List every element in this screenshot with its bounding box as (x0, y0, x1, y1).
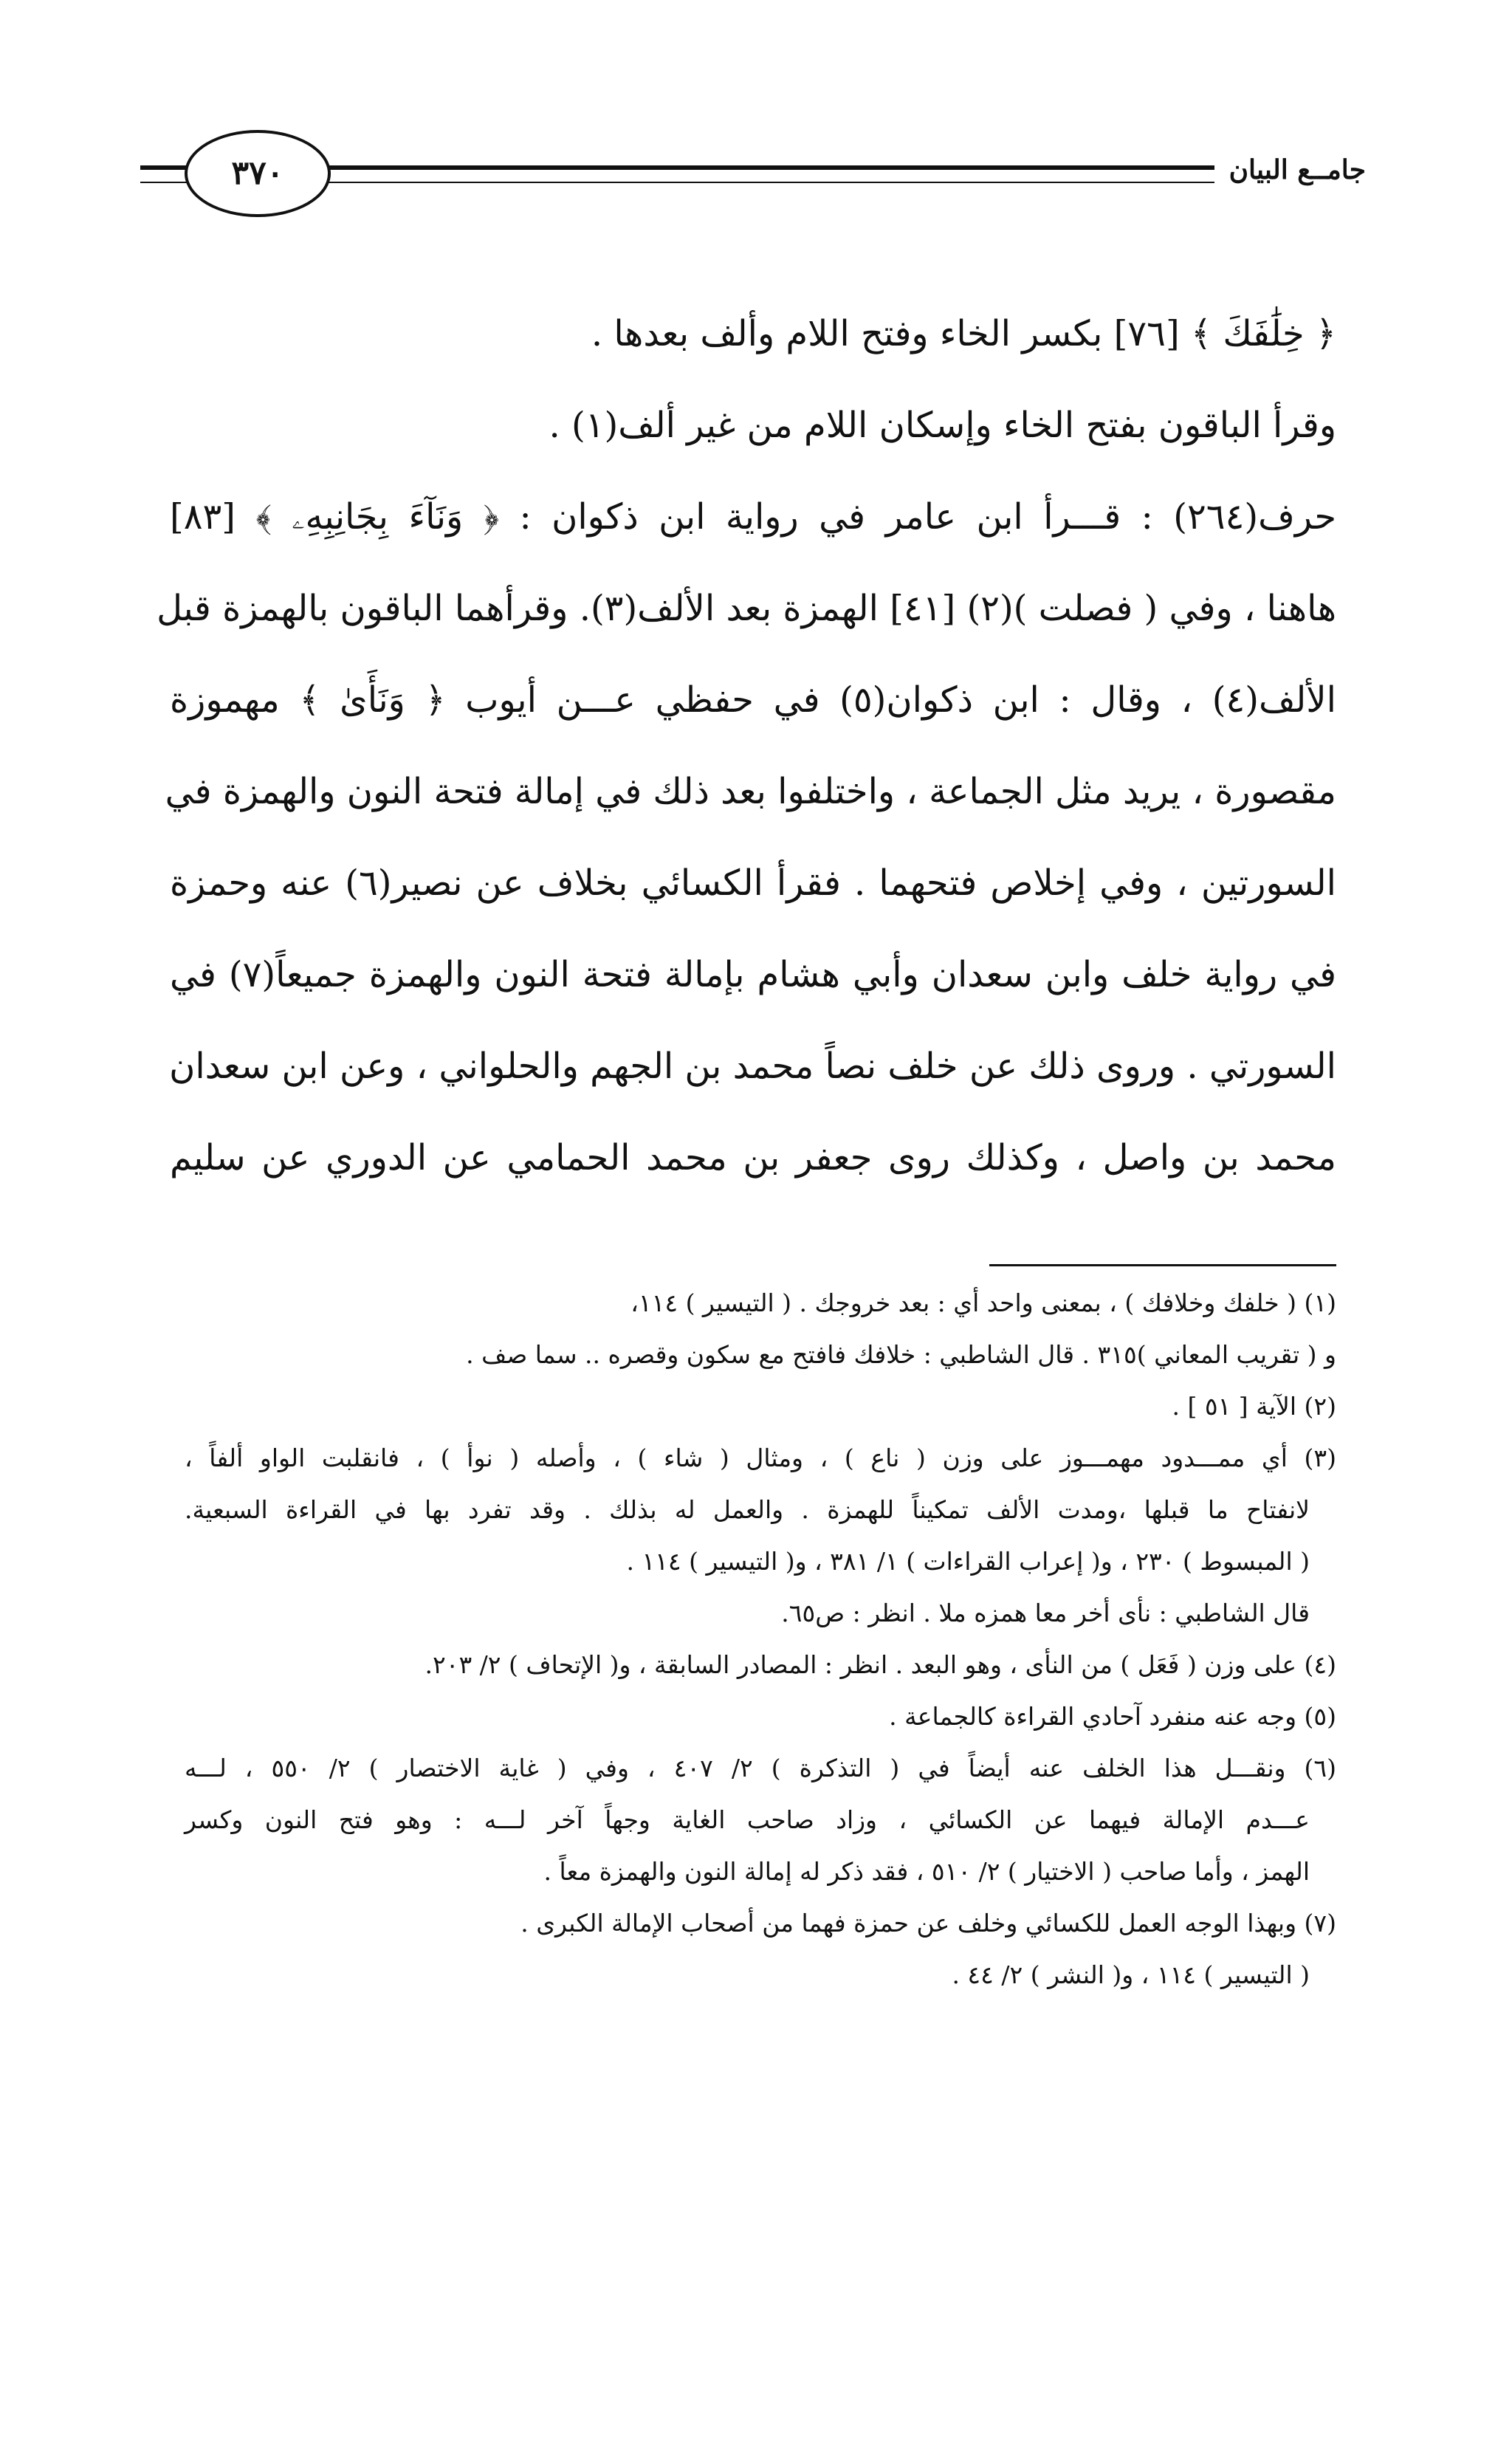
text-line: وقرأ الباقون بفتح الخاء وإسكان اللام من غير ألف(١) . (549, 405, 1336, 446)
page-header (140, 118, 1366, 222)
footnote-line: (١) ( خلفك وخلافك ) ، بمعنى واحد أي : بعد خروجك . ( التيسير ) ١١٤، (630, 1288, 1336, 1317)
page-number: ٣٧٠ (185, 130, 331, 217)
footnote-line: لانفتاح ما قبلها ،ومدت الألف تمكيناً للهمزة . والعمل له بذلك . وقد تفرد بها في القراءة السبعية. (185, 1495, 1310, 1524)
footnote-line: ( التيسير ) ١١٤ ، و( النشر ) ٢/ ٤٤ . (952, 1960, 1310, 1989)
footnote-line: و ( تقريب المعاني )٣١٥ . قال الشاطبي : خلافك فافتح مع سكون وقصره .. سما صف . (466, 1340, 1336, 1369)
footnotes (185, 1277, 1336, 2001)
text-line: السورتين ، وفي إخلاص فتحهما . فقرأ الكسائي بخلاف عن نصير(٦) عنه وحمزة (170, 862, 1336, 904)
footnote-quote: قال الشاطبي : نأى أخر معا همزه ملا . (923, 1599, 1310, 1627)
footnote-line-group (185, 1588, 1336, 1639)
footnote-line: (٤) على وزن ( فَعَل ) من النأى ، وهو البعد . انظر : المصادر السابقة ، و( الإتحاف ) ٢/ ٢٠٣. (425, 1650, 1336, 1679)
text-line: الألف(٤) ، وقال : ابن ذكوان(٥) في حفظي عـــن أيوب ﴿ وَنَأَىٰ ﴾ مهموزة (170, 679, 1336, 721)
text-line: محمد بن واصل ، وكذلك روى جعفر بن محمد الحمامي عن الدوري عن سليم (170, 1137, 1336, 1178)
footnote-line: ( المبسوط ) ٢٣٠ ، و( إعراب القراءات ) ١/ ٣٨١ ، و( التيسير ) ١١٤ . (626, 1547, 1310, 1576)
text-line: حرف(٢٦٤) : قـــرأ ابن عامر في رواية ابن ذكوان : ﴿ وَنَآءَ بِجَانِبِهِۦ ﴾ [٨٣] (170, 496, 1336, 538)
text-line: السورتي . وروى ذلك عن خلف نصاً محمد بن الجهم والحلواني ، وعن ابن سعدان (169, 1046, 1336, 1087)
footnote-line: الهمز ، وأما صاحب ( الاختيار ) ٢/ ٥١٠ ، فقد ذكر له إمالة النون والهمزة معاً . (543, 1857, 1310, 1886)
text-line: مقصورة ، يريد مثل الجماعة ، واختلفوا بعد ذلك في إمالة فتحة النون والهمزة في (165, 771, 1336, 812)
main-text (157, 288, 1337, 1204)
footnote-line: (٥) وجه عنه منفرد آحادي القراءة كالجماعة . (889, 1702, 1336, 1731)
footnote-separator (989, 1264, 1336, 1266)
footnote-crossref: انظر : ص٦٥. (781, 1599, 915, 1627)
footnote-line: (٦) ونقـــل هذا الخلف عنه أيضاً في ( التذكرة ) ٢/ ٤٠٧ ، وفي ( غاية الاختصار ) ٢/ ٥٥٠ ، لـــه (185, 1754, 1337, 1782)
book-title: جامــع البيان (1214, 140, 1366, 199)
text-line: ﴿ خِلَٰفَكَ ﴾ [٧٦] بكسر الخاء وفتح اللام وألف بعدها . (591, 313, 1336, 354)
footnote-line: (٢) الآية [ ٥١ ] . (1172, 1392, 1336, 1421)
text-line: هاهنا ، وفي ( فصلت )(٢) [٤١] الهمزة بعد الألف(٣). وقرأهما الباقون بالهمزة قبل (157, 588, 1336, 629)
text-line: في رواية خلف وابن سعدان وأبي هشام بإمالة فتحة النون والهمزة جميعاً(٧) في (170, 954, 1337, 995)
footnote-line: (٧) وبهذا الوجه العمل للكسائي وخلف عن حمزة فهما من أصحاب الإمالة الكبرى . (520, 1909, 1336, 1938)
footnote-line: (٣) أي ممـــدود مهمـــوز على وزن ( ناع ) ، ومثال ( شاء ) ، وأصله ( نوأ ) ، فانقلبت الواو ألفاً ، (185, 1444, 1336, 1472)
footnote-line: عـــدم الإمالة فيهما عن الكسائي ، وزاد صاحب الغاية وجهاً آخر لـــه : وهو فتح النون وكسر (185, 1805, 1310, 1834)
